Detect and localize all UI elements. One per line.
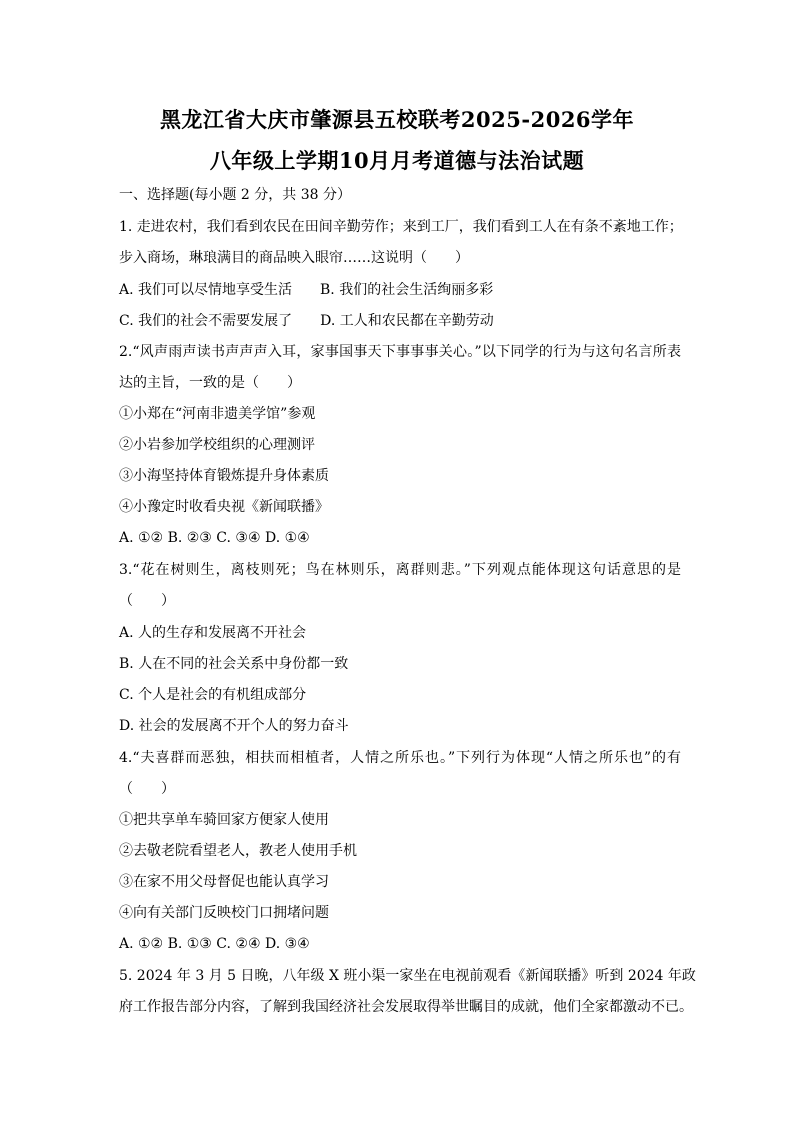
question-2-stem-line-1: 2.“风声雨声读书声声声入耳，家事国事天下事事事关心。”以下同学的行为与这句名言所表	[119, 344, 681, 360]
question-4-options: A. ①② B. ①③ C. ②④ D. ③④	[119, 936, 310, 952]
question-4-item-3: ③在家不用父母督促也能认真学习	[119, 874, 329, 890]
question-2-item-2: ②小岩参加学校组织的心理测评	[119, 437, 315, 453]
question-4-item-1: ①把共享单车骑回家方便家人使用	[119, 812, 329, 828]
question-2-stem-line-2: 达的主旨，一致的是（ ）	[119, 375, 301, 391]
question-1-options-line-2: C. 我们的社会不需要发展了 D. 工人和农民都在辛勤劳动	[119, 313, 494, 329]
question-3-stem-line-1: 3.“花在树则生，离枝则死；鸟在林则乐，离群则悲。”下列观点能体现这句话意思的是	[119, 562, 681, 578]
question-3-option-d: D. 社会的发展离不开个人的努力奋斗	[119, 718, 349, 734]
question-1-stem-line-2: 步入商场，琳琅满目的商品映入眼帘……这说明（ ）	[119, 250, 469, 266]
question-3-option-a: A. 人的生存和发展离不开社会	[119, 625, 307, 641]
question-5-stem-line-2: 府工作报告部分内容，了解到我国经济社会发展取得举世瞩目的成就，他们全家都激动不已。	[119, 999, 693, 1015]
question-5-stem-line-1: 5. 2024 年 3 月 5 日晚，八年级 X 班小渠一家坐在电视前观看《新闻联播》听到 2024 年政	[119, 968, 696, 984]
question-2-item-4: ④小豫定时收看央视《新闻联播》	[119, 499, 329, 515]
question-4-stem-line-1: 4.“夫喜群而恶独，相扶而相植者，人情之所乐也。”下列行为体现“人情之所乐也”的有	[119, 750, 681, 766]
question-3-option-b: B. 人在不同的社会关系中身份都一致	[119, 656, 349, 672]
exam-title-line-1: 黑龙江省大庆市肇源县五校联考2025-2026学年	[159, 107, 635, 132]
question-2-options: A. ①② B. ②③ C. ③④ D. ①④	[119, 530, 310, 546]
question-4-item-2: ②去敬老院看望老人，教老人使用手机	[119, 843, 357, 859]
question-3-option-c: C. 个人是社会的有机组成部分	[119, 687, 307, 703]
question-3-stem-line-2: （ ）	[119, 593, 175, 609]
question-1-options-line-1: A. 我们可以尽情地享受生活 B. 我们的社会生活绚丽多彩	[119, 282, 494, 298]
question-1-stem-line-1: 1. 走进农村，我们看到农民在田间辛勤劳作；来到工厂，我们看到工人在有条不紊地工作；	[119, 219, 683, 235]
question-2-item-3: ③小海坚持体育锻炼提升身体素质	[119, 468, 329, 484]
exam-title-line-2: 八年级上学期10月月考道德与法治试题	[209, 148, 585, 173]
question-2-item-1: ①小郑在“河南非遗美学馆”参观	[119, 406, 316, 422]
question-4-stem-line-2: （ ）	[119, 781, 175, 797]
section-heading: 一、选择题(每小题 2 分，共 38 分）	[119, 187, 351, 203]
question-4-item-4: ④向有关部门反映校门口拥堵问题	[119, 905, 329, 921]
